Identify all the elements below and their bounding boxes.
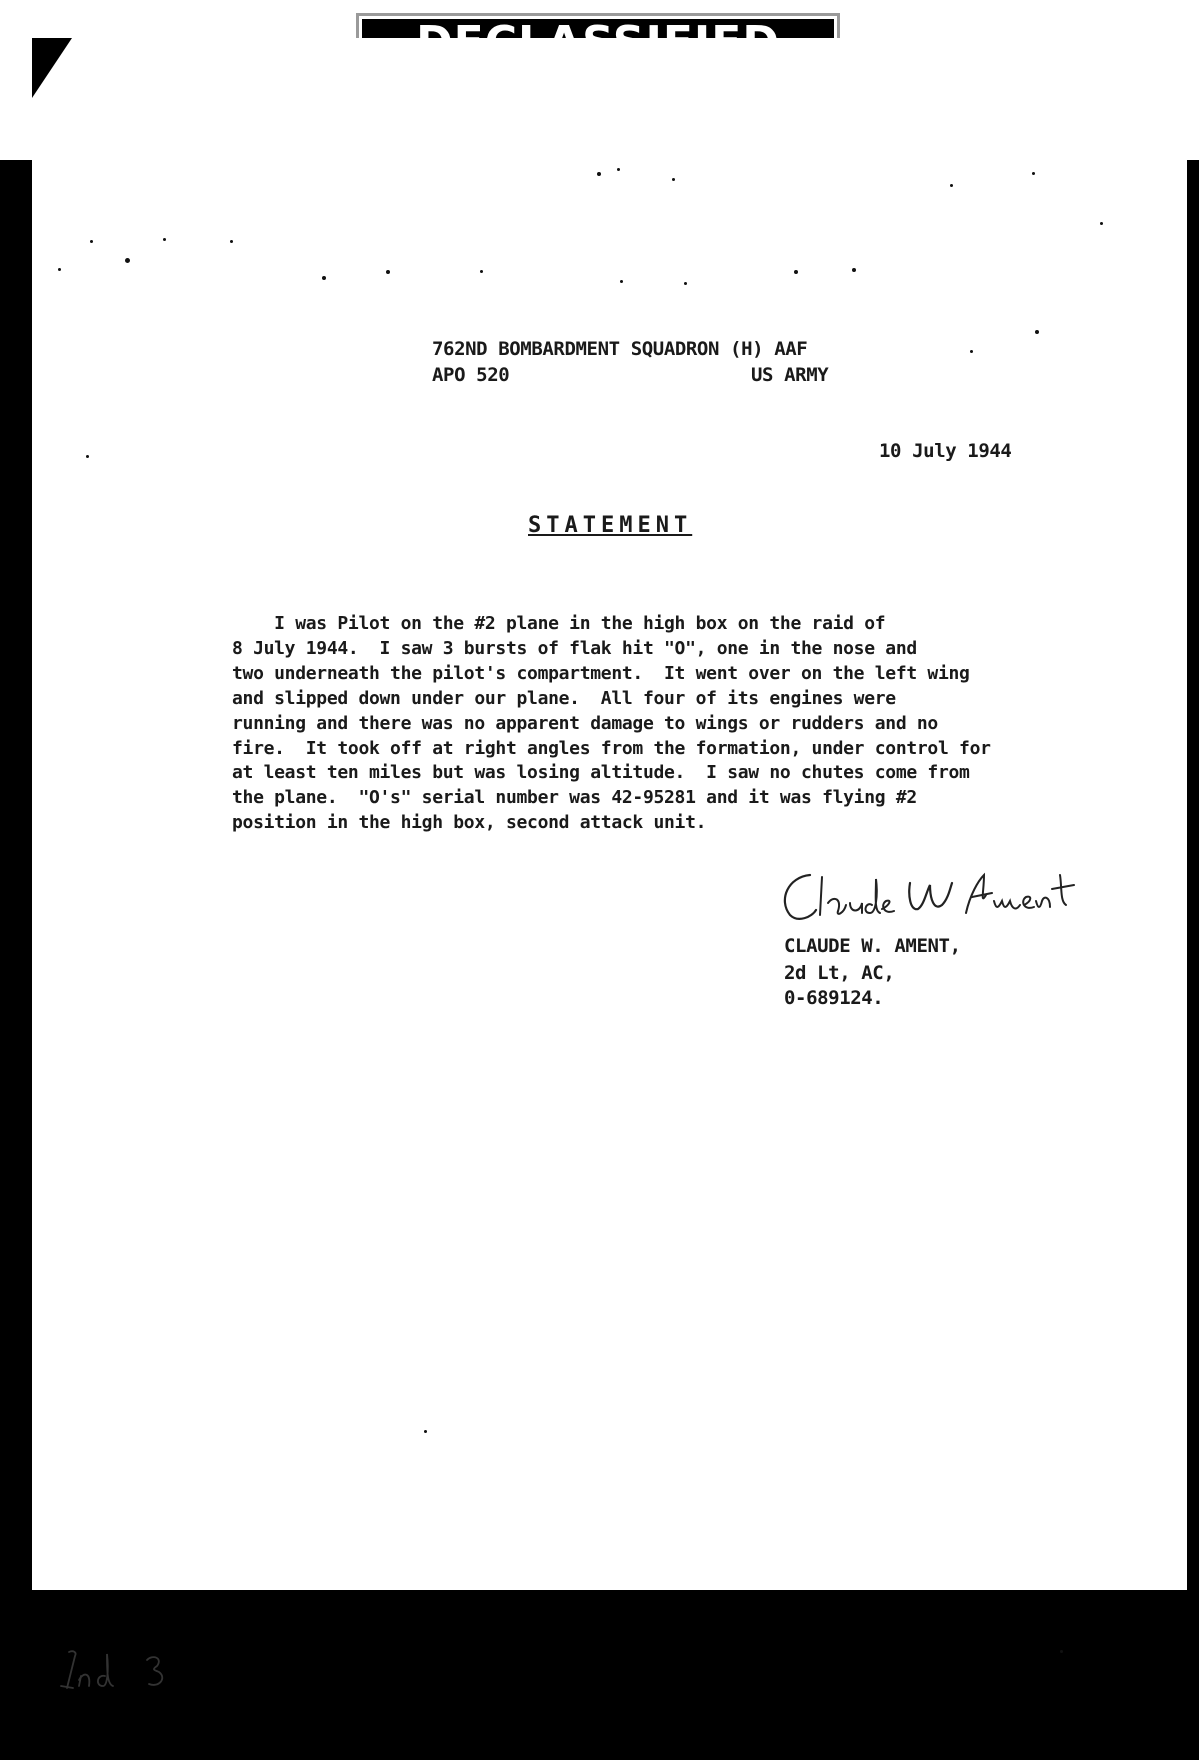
letterhead-unit: 762ND BOMBARDMENT SQUADRON (H) AAF [432,338,808,360]
body-line: at least ten miles but was losing altitude. I saw no chutes come from [232,762,970,784]
body-line: 8 July 1944. I saw 3 bursts of flak hit "O", one in the nose and [232,637,917,659]
body-line: I was Pilot on the #2 plane in the high box on the raid of [232,613,886,634]
letterhead-apo: APO 520 [432,364,510,386]
scan-speck [684,282,687,285]
document-date: 10 July 1944 [879,440,1012,462]
scan-speck [617,168,620,171]
body-line: fire. It took off at right angles from the formation, under control for [232,737,991,759]
scan-speck [970,350,973,353]
scan-speck [230,240,233,243]
statement-body [232,612,1092,836]
scan-speck [852,268,856,272]
scan-speck [163,238,166,241]
letterhead-service: US ARMY [751,364,829,386]
scan-speck [620,280,623,283]
scan-speck [950,184,953,187]
signatory-serial: 0-689124. [784,987,884,1009]
signatory-name: CLAUDE W. AMENT, [784,935,961,957]
handwritten-signature [770,855,1090,945]
scan-speck [1032,172,1035,175]
scan-speck [672,178,675,181]
body-line: running and there was no apparent damage to wings or rudders and no [232,712,938,734]
scan-speck [322,276,326,280]
scan-speck [424,1430,427,1433]
scan-speck [86,455,89,458]
scan-speck [386,270,390,274]
scan-speck [597,172,601,176]
scan-speck [58,268,61,271]
signatory-rank: 2d Lt, AC, [784,962,895,984]
scan-speck [794,270,798,274]
handwritten-margin-note [55,1640,175,1700]
scan-speck [1035,330,1039,334]
document-title: STATEMENT [528,513,693,538]
scan-speck [90,240,93,243]
scan-speck [1100,222,1103,225]
body-line: position in the high box, second attack unit. [232,812,707,834]
body-line: and slipped down under our plane. All four of its engines were [232,687,896,709]
body-line: two underneath the pilot's compartment. It went over on the left wing [232,662,970,684]
scan-speck [1060,1650,1063,1653]
folded-corner [32,38,72,98]
scan-speck [125,258,130,263]
scan-speck [480,270,483,273]
body-line: the plane. "O's" serial number was 42-95281 and it was flying #2 [232,787,917,809]
